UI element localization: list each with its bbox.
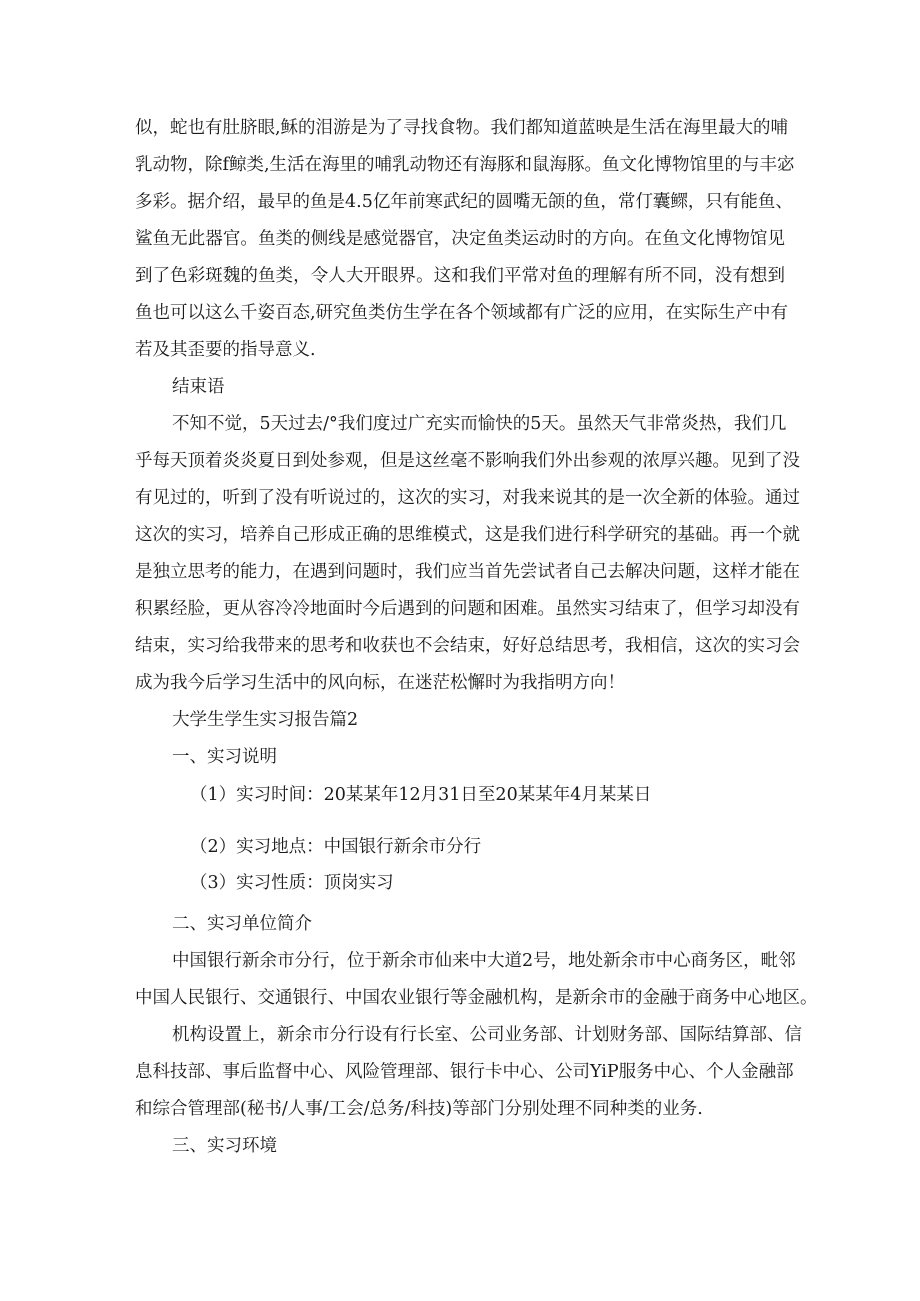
paragraph-line: 有见过的，听到了没有听说过的，这次的实习，对我来说其的是一次全新的体验。通过 [135,488,800,508]
section-heading-conclusion: 结束语 [172,377,225,397]
paragraph-line: 不知不觉，5天过去/°我们度过广充实而愉快的5天。虽然天气非常炎热，我们几 [172,414,787,434]
paragraph-line: 机构设置上，新余市分行设有行长室、公司业务部、计划财务部、国际结算部、信 [172,1025,802,1045]
paragraph-line: 鱼也可以这么千姿百态,研究鱼类仿生学在各个领域都有广泛的应用，在实际生产中有 [135,303,789,323]
paragraph-line: 结束，实习给我带来的思考和收获也不会结束，好好总结思考，我相信，这次的实习会 [135,636,800,656]
paragraph-line: 似，蛇也有肚脐眼,稣的泪游是为了寻找食物。我们都知道蓝映是生活在海里最大的哺 [135,118,789,138]
paragraph-line: 是独立思考的能力，在遇到问题时，我们应当首先尝试者自己去解决问题，这样才能在 [135,562,800,582]
paragraph-line: 息科技部、事后监督中心、风险管理部、银行卡中心、公司YiP服务中心、个人金融部 [135,1062,794,1082]
paragraph-line: 多彩。据介绍，最早的鱼是4.5亿年前寒武纪的圆嘴无颌的鱼，常仃囊鳏，只有能鱼、 [135,192,793,212]
paragraph-line: 成为我今后学习生活中的风向标，在迷茫松懈时为我指明方向！ [135,673,625,693]
list-item-location: （2）实习地点：中国银行新余市分行 [190,837,482,857]
paragraph-line: 中国人民银行、交通银行、中国农业银行等金融机构，是新余市的金融于商务中心地区。 [135,988,818,1008]
paragraph-line: 积累经脸，更从容冷冷地面时今后遇到的问题和困难。虽然实习结束了，但学习却没有 [135,599,800,619]
section-heading-2: 二、实习单位简介 [172,914,312,934]
section-heading-1: 一、实习说明 [172,747,277,767]
list-item-nature: （3）实习性质：顶岗实习 [190,873,394,893]
paragraph-line: 鲨鱼无此器官。鱼类的侧线是感觉器官，决定鱼类运动时的方向。在鱼文化博物馆见 [135,229,785,249]
paragraph-line: 这次的实习，培养自己形成正确的思维模式，这是我们进行科学研究的基础。再一个就 [135,525,800,545]
paragraph-line: 和综合管理部(秘书/人事/工会/总务/科技)等部门分别处理不同种类的业务. [135,1099,703,1119]
section-heading-3: 三、实习环境 [172,1136,277,1156]
paragraph-line: 到了色彩斑魏的鱼类，令人大开眼界。这和我们平常对鱼的理解有所不同，没有想到 [135,266,785,286]
report-title: 大学生学生实习报告篇2 [172,710,359,730]
paragraph-line: 若及其歪要的指导意义. [135,340,316,360]
paragraph-line: 乎每天顶着炎炎夏日到处参观，但是这丝毫不影响我们外出参观的浓厚兴趣。见到了没 [135,451,800,471]
paragraph-line: 乳动物，除f鲸类,生活在海里的哺乳动物还有海豚和鼠海豚。鱼文化博物馆里的与丰宓 [135,155,795,175]
paragraph-line: 中国银行新余市分行，位于新余市仙来中大道2号，地处新余市中心商务区，毗邻 [172,951,796,971]
list-item-time: （1）实习时间：20某某年12月31日至20某某年4月某某日 [190,785,652,805]
